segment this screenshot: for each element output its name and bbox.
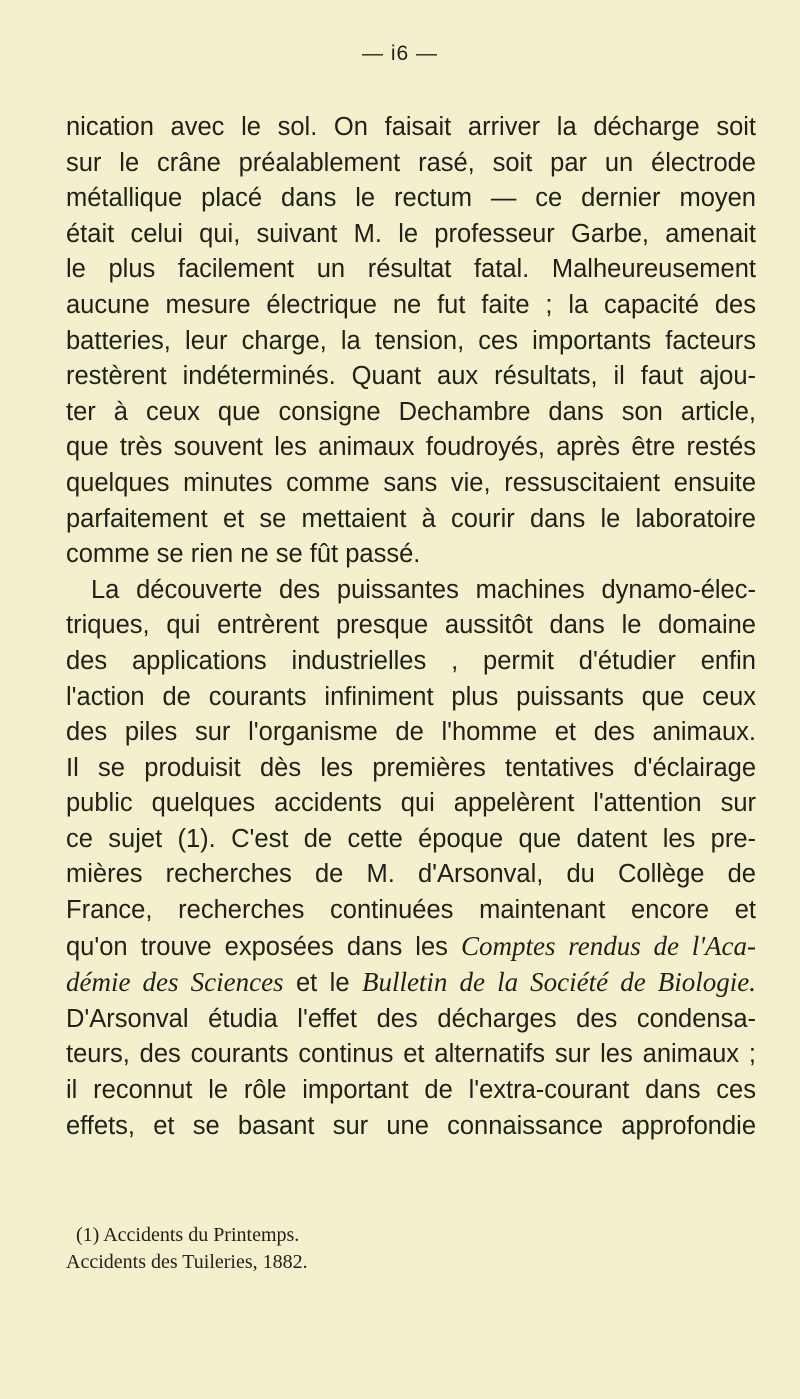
- text-line: comme se rien ne se fût passé.: [66, 540, 421, 569]
- text-line: mières recherches de M. d'Arsonval, du Collège de: [66, 860, 756, 889]
- italic-title: démie des Sciences: [66, 967, 284, 998]
- text-line: batteries, leur charge, la tension, ces importants facteurs: [66, 326, 756, 355]
- main-text: [66, 110, 756, 1144]
- italic-title: Comptes rendus de l'Aca-: [460, 930, 756, 961]
- text-line: quelques minutes comme sans vie, ressuscitaient ensuite: [66, 468, 756, 497]
- text-line: parfaitement et se mettaient à courir dans le laboratoire: [66, 504, 756, 533]
- text-line: D'Arsonval étudia l'effet des décharges des condensa-: [66, 1004, 756, 1033]
- footnotes: [66, 1222, 308, 1276]
- text-line: France, recherches continuées maintenant encore et: [66, 896, 756, 925]
- text-line: il reconnut le rôle important de l'extra-courant dans ces: [66, 1076, 756, 1105]
- text-line: public quelques accidents qui appelèrent l'attention sur: [66, 789, 756, 818]
- text-line-with-italic: [66, 929, 756, 966]
- text-line: La découverte des puissantes machines dynamo-élec-: [91, 575, 756, 604]
- text-line: triques, qui entrèrent presque aussitôt dans le domaine: [66, 611, 756, 640]
- page-number: — i6 —: [361, 42, 438, 65]
- text-line: des piles sur l'organisme de l'homme et des animaux.: [66, 718, 756, 747]
- text-line: effets, et se basant sur une connaissance approfondie: [66, 1111, 756, 1140]
- text-line: métallique placé dans le rectum — ce dernier moyen: [66, 184, 756, 213]
- text-segment: et le: [283, 969, 362, 998]
- text-line: sur le crâne préalablement rasé, soit par un électrode: [66, 148, 756, 177]
- text-line: était celui qui, suivant M. le professeur Garbe, amenait: [66, 219, 756, 248]
- footnote: (1) Accidents du Printemps.: [76, 1224, 300, 1246]
- text-line: l'action de courants infiniment plus puissants que ceux: [66, 682, 756, 711]
- footnote: Accidents des Tuileries, 1882.: [66, 1251, 308, 1273]
- text-line: le plus facilement un résultat fatal. Malheureusement: [66, 255, 756, 284]
- text-line: ce sujet (1). C'est de cette époque que datent les pre-: [66, 824, 756, 853]
- text-line-with-italic: [66, 965, 756, 1002]
- text-line: Il se produisit dès les premières tentatives d'éclairage: [66, 753, 756, 782]
- text-line: des applications industrielles , permit d'étudier enfin: [66, 646, 756, 675]
- text-line: teurs, des courants continus et alternatifs sur les animaux ;: [66, 1040, 756, 1069]
- text-segment: qu'on trouve exposées dans les: [66, 932, 448, 961]
- text-line: restèrent indéterminés. Quant aux résultats, il faut ajou-: [66, 362, 756, 391]
- text-line: aucune mesure électrique ne fut faite ; la capacité des: [66, 290, 756, 319]
- text-line: que très souvent les animaux foudroyés, après être restés: [66, 433, 756, 462]
- text-line: ter à ceux que consigne Dechambre dans son article,: [66, 397, 756, 426]
- text-line: nication avec le sol. On faisait arriver la décharge soit: [66, 113, 756, 141]
- italic-title: Bulletin de la Société de Biologie.: [361, 967, 757, 998]
